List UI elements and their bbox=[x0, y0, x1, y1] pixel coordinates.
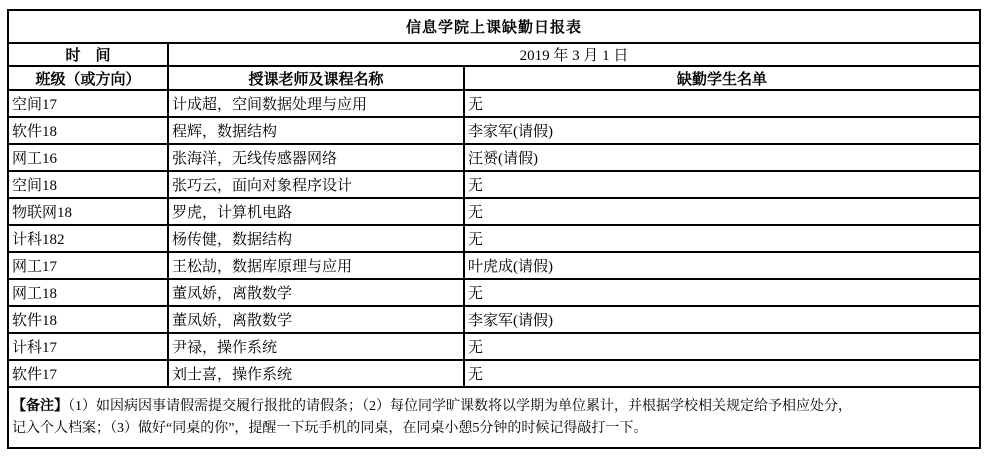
course-cell: 尹禄，操作系统 bbox=[168, 333, 464, 360]
table-row bbox=[8, 144, 980, 171]
note-label: 【备注】 bbox=[12, 398, 68, 414]
absent-cell: 无 bbox=[464, 225, 980, 252]
course-cell: 张巧云，面向对象程序设计 bbox=[168, 171, 464, 198]
header-row bbox=[8, 66, 980, 90]
table-row bbox=[8, 225, 980, 252]
absent-cell: 李家军(请假) bbox=[464, 117, 980, 144]
course-cell: 董凤娇，离散数学 bbox=[168, 279, 464, 306]
class-cell: 软件17 bbox=[8, 360, 168, 387]
class-cell: 物联网18 bbox=[8, 198, 168, 225]
attendance-report-table bbox=[7, 9, 981, 449]
note-line-1 bbox=[12, 396, 976, 418]
header-course-column: 授课老师及课程名称 bbox=[168, 66, 464, 90]
class-cell: 计科182 bbox=[8, 225, 168, 252]
table-row bbox=[8, 117, 980, 144]
class-cell: 网工18 bbox=[8, 279, 168, 306]
absent-cell: 无 bbox=[464, 333, 980, 360]
report-table-body bbox=[8, 10, 980, 448]
class-cell: 软件18 bbox=[8, 117, 168, 144]
class-cell: 软件18 bbox=[8, 306, 168, 333]
header-absent-column: 缺勤学生名单 bbox=[464, 66, 980, 90]
table-row bbox=[8, 171, 980, 198]
class-cell: 计科17 bbox=[8, 333, 168, 360]
absent-cell: 无 bbox=[464, 90, 980, 117]
class-cell: 空间17 bbox=[8, 90, 168, 117]
course-cell: 刘士喜，操作系统 bbox=[168, 360, 464, 387]
report-title: 信息学院上课缺勤日报表 bbox=[8, 10, 980, 43]
class-cell: 空间18 bbox=[8, 171, 168, 198]
table-row bbox=[8, 252, 980, 279]
course-cell: 杨传健，数据结构 bbox=[168, 225, 464, 252]
course-cell: 王松劼，数据库原理与应用 bbox=[168, 252, 464, 279]
course-cell: 程辉，数据结构 bbox=[168, 117, 464, 144]
table-row bbox=[8, 90, 980, 117]
note-line-2: 记入个人档案；（3）做好“同桌的你”，提醒一下玩手机的同桌，在同桌小憩5分钟的时候记得敲打一下。 bbox=[12, 420, 648, 436]
title-row bbox=[8, 10, 980, 43]
absent-cell: 汪赟(请假) bbox=[464, 144, 980, 171]
absent-cell: 无 bbox=[464, 198, 980, 225]
absent-cell: 无 bbox=[464, 171, 980, 198]
absent-cell: 李家军(请假) bbox=[464, 306, 980, 333]
note-cell bbox=[8, 387, 980, 448]
table-row bbox=[8, 333, 980, 360]
absent-cell: 无 bbox=[464, 360, 980, 387]
note-text-1: （1）如因病因事请假需提交履行报批的请假条；（2）每位同学旷课数将以学期为单位累计，并根据学校相关规定给予相应处分， bbox=[68, 398, 852, 414]
table-row bbox=[8, 360, 980, 387]
table-row bbox=[8, 306, 980, 333]
course-cell: 张海洋，无线传感器网络 bbox=[168, 144, 464, 171]
course-cell: 董凤娇，离散数学 bbox=[168, 306, 464, 333]
report-date: 2019 年 3 月 1 日 bbox=[168, 43, 980, 66]
absent-cell: 无 bbox=[464, 279, 980, 306]
time-label: 时 间 bbox=[8, 43, 168, 66]
table-row bbox=[8, 198, 980, 225]
class-cell: 网工17 bbox=[8, 252, 168, 279]
table-row bbox=[8, 279, 980, 306]
header-class-column: 班级（或方向） bbox=[8, 66, 168, 90]
note-row bbox=[8, 387, 980, 448]
absent-cell: 叶虎成(请假) bbox=[464, 252, 980, 279]
class-cell: 网工16 bbox=[8, 144, 168, 171]
time-row bbox=[8, 43, 980, 66]
course-cell: 计成超，空间数据处理与应用 bbox=[168, 90, 464, 117]
course-cell: 罗虎，计算机电路 bbox=[168, 198, 464, 225]
